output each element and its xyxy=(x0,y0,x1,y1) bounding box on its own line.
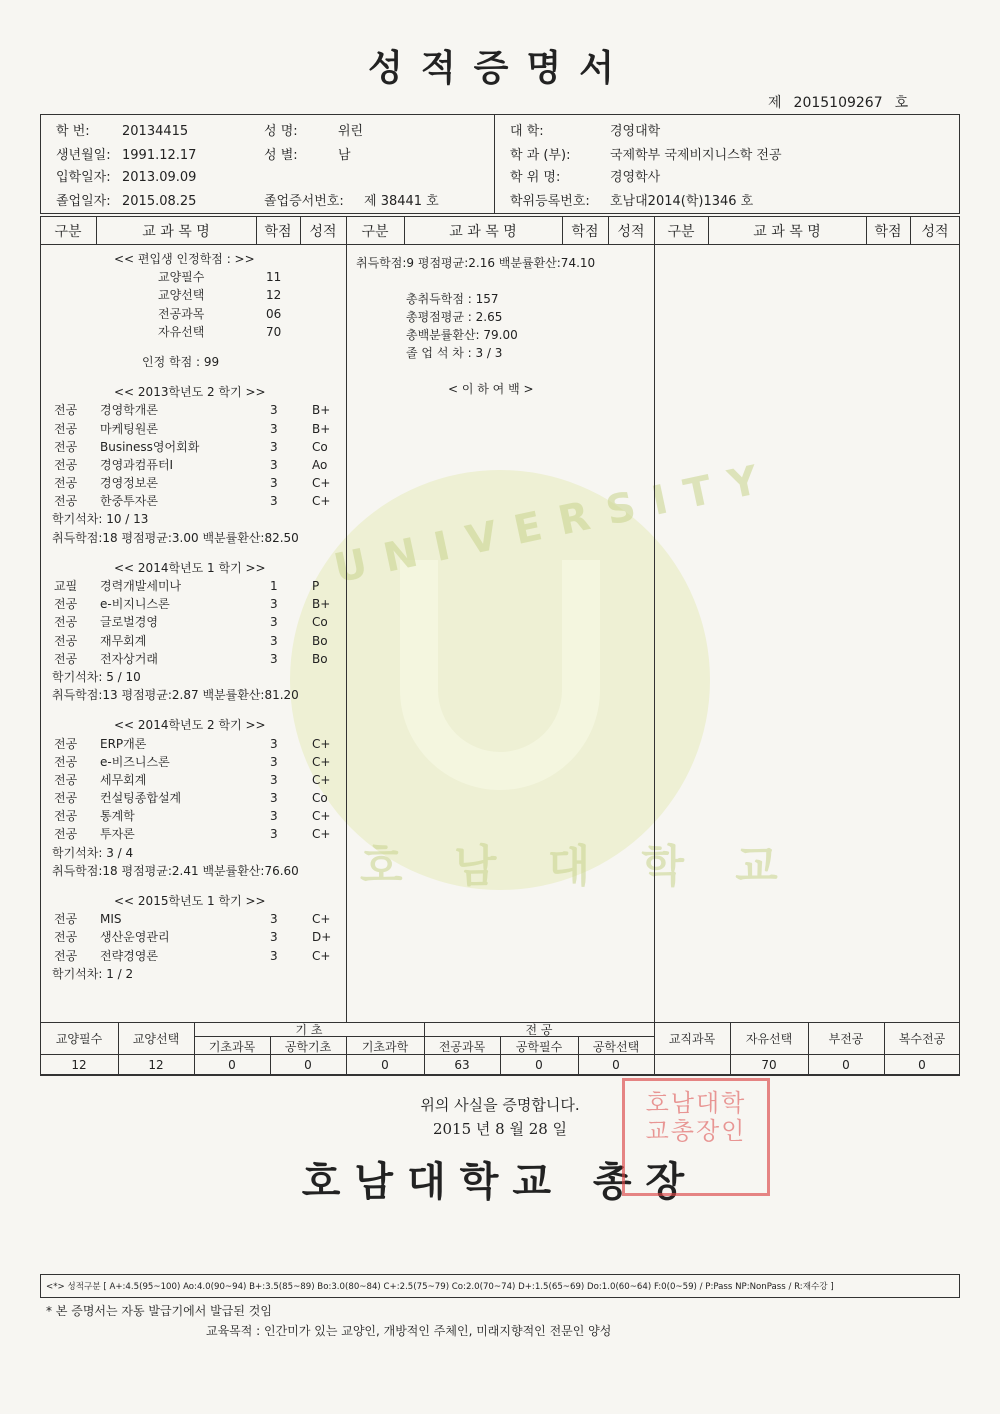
summary-value: 0 xyxy=(228,1058,236,1072)
transfer-label: 전공과목 xyxy=(158,306,205,321)
transfer-item xyxy=(54,286,344,304)
semester-rank-row xyxy=(54,510,344,528)
course-row xyxy=(54,947,344,965)
summary-value: 0 xyxy=(918,1058,926,1072)
course-row xyxy=(54,825,344,843)
course-type: 전공 xyxy=(54,457,78,472)
summary-value: 0 xyxy=(304,1058,312,1072)
course-type: 전공 xyxy=(54,736,78,751)
transfer-total-row xyxy=(54,353,344,371)
course-name: 컨설팅종합설계 xyxy=(100,791,182,806)
course-grade: B+ xyxy=(312,421,331,436)
header-course-1: 교 과 목 명 xyxy=(142,224,210,240)
total-credits: 총취득학점 : 157 xyxy=(406,292,499,306)
document-title: 성적증명서 xyxy=(368,47,632,89)
course-credit: 3 xyxy=(270,809,278,824)
semester-summary: 취득학점:13 평점평균:2.87 백분률환산:81.20 xyxy=(52,688,299,703)
summary-value: 12 xyxy=(148,1058,164,1072)
course-grade: C+ xyxy=(312,476,331,491)
course-type: 전공 xyxy=(54,476,78,491)
course-name: 생산운영관리 xyxy=(100,930,170,945)
course-row xyxy=(54,753,344,771)
sum-header-gyoyang-seontaek: 교양선택 xyxy=(132,1032,180,1046)
course-credit: 1 xyxy=(270,579,278,593)
course-row xyxy=(54,401,344,419)
course-row xyxy=(54,771,344,789)
course-name: 경력개발세미나 xyxy=(100,579,182,593)
sum-header-bujeongong: 부전공 xyxy=(828,1032,864,1046)
header-course-3: 교 과 목 명 xyxy=(753,224,821,240)
course-row xyxy=(54,735,344,753)
course-credit: 3 xyxy=(270,615,278,630)
course-row xyxy=(54,789,344,807)
course-row xyxy=(54,438,344,456)
semester-summary: 취득학점:18 평점평균:3.00 백분률환산:82.50 xyxy=(52,530,299,545)
sum-header-gonghak-seontaek: 공학선택 xyxy=(592,1040,640,1054)
summary-value: 0 xyxy=(842,1058,850,1072)
summary-value: 0 xyxy=(535,1058,543,1072)
student-birth: 생년월일: 1991.12.17 xyxy=(56,148,197,163)
semester-summary-row xyxy=(54,529,344,547)
summary-value: 0 xyxy=(381,1058,389,1072)
total-gpa: 총평점평균 : 2.65 xyxy=(406,310,503,324)
sum-header-gicho-gwahak: 기초과학 xyxy=(361,1040,409,1054)
course-credit: 3 xyxy=(270,912,278,927)
course-name: MIS xyxy=(100,912,122,927)
course-grade: C+ xyxy=(312,494,331,509)
course-type: 전공 xyxy=(54,494,78,509)
course-credit: 3 xyxy=(270,457,278,472)
course-grade: Co xyxy=(312,615,328,630)
course-type: 전공 xyxy=(54,827,78,842)
course-grade: C+ xyxy=(312,772,331,787)
auto-issue-note: * 본 증명서는 자동 발급기에서 발급된 것임 xyxy=(46,1304,272,1318)
semester-rank: 학기석차: 3 / 4 xyxy=(52,845,134,860)
course-credit: 3 xyxy=(270,651,278,666)
course-name: 경영학개론 xyxy=(100,403,158,418)
course-type: 전공 xyxy=(54,791,78,806)
course-credit: 3 xyxy=(270,948,278,963)
transfer-heading: << 편입생 인정학점 : >> xyxy=(114,252,255,266)
header-grade-1: 성적 xyxy=(309,224,337,240)
course-grade: D+ xyxy=(312,930,332,945)
transfer-label: 교양필수 xyxy=(158,270,205,285)
header-type-2: 구분 xyxy=(361,224,389,240)
total-percent: 총백분률환산: 79.00 xyxy=(406,328,518,342)
transfer-item xyxy=(54,323,344,341)
course-name: 전략경영론 xyxy=(100,948,158,963)
course-credit: 3 xyxy=(270,791,278,806)
degree: 학 위 명: 경영학사 xyxy=(510,170,661,185)
header-course-2: 교 과 목 명 xyxy=(449,224,517,240)
course-type: 전공 xyxy=(54,912,78,927)
course-row xyxy=(54,595,344,613)
course-type: 전공 xyxy=(54,948,78,963)
course-row xyxy=(54,492,344,510)
semester-heading: << 2014학년도 1 학기 >> xyxy=(114,560,266,575)
course-name: e-비즈니스론 xyxy=(100,754,170,769)
course-credit: 3 xyxy=(270,827,278,842)
grad-cert-number: 졸업증서번호: 제 38441 호 xyxy=(264,194,439,209)
sum-header-gicho: 기 초 xyxy=(295,1023,323,1037)
course-grade: C+ xyxy=(312,809,331,824)
course-credit: 3 xyxy=(270,754,278,769)
semester-heading-row xyxy=(54,716,344,734)
course-grade: Bo xyxy=(312,633,328,648)
transfer-item xyxy=(54,305,344,323)
watermark-text: UNIVERSITY xyxy=(330,453,780,593)
semester-rank-row xyxy=(54,965,344,983)
transfer-value: 70 xyxy=(266,324,282,339)
course-grade: C+ xyxy=(312,912,331,927)
summary-value: 0 xyxy=(612,1058,620,1072)
semester-rank-row xyxy=(54,668,344,686)
certify-date: 2015 년 8 월 28 일 xyxy=(432,1120,568,1138)
semester-heading: << 2015학년도 1 학기 >> xyxy=(114,894,266,908)
course-credit: 3 xyxy=(270,476,278,491)
transfer-total: 인정 학점 : 99 xyxy=(142,354,220,369)
sum-header-gonghak-pilsu: 공학필수 xyxy=(515,1040,563,1054)
summary-value: 63 xyxy=(454,1058,470,1072)
watermark-korean: 호 남 대 학 교 xyxy=(360,841,796,892)
transfer-label: 교양선택 xyxy=(158,288,205,303)
transfer-value: 11 xyxy=(266,270,282,285)
course-name: Business영어회화 xyxy=(100,439,200,454)
header-type-3: 구분 xyxy=(667,224,695,240)
course-type: 전공 xyxy=(54,754,78,769)
course-type: 교필 xyxy=(54,579,78,593)
course-credit: 3 xyxy=(270,403,278,418)
course-row xyxy=(54,577,344,595)
course-row xyxy=(54,632,344,650)
course-name: 재무회계 xyxy=(100,633,147,648)
transcript-column-1 xyxy=(54,250,344,983)
course-name: ERP개론 xyxy=(100,736,147,751)
header-credit-1: 학점 xyxy=(264,224,292,240)
semester-summary-2015-1: 취득학점:9 평점평균:2.16 백분률환산:74.10 xyxy=(356,256,596,270)
semester-heading-row xyxy=(54,892,344,910)
course-name: 마케팅원론 xyxy=(100,421,158,436)
certify-statement: 위의 사실을 증명합니다. xyxy=(420,1096,580,1114)
course-name: 한중투자론 xyxy=(100,494,158,509)
course-type: 전공 xyxy=(54,439,78,454)
graduation-rank: 졸 업 석 차 : 3 / 3 xyxy=(406,346,503,360)
course-type: 전공 xyxy=(54,930,78,945)
semester-rank: 학기석차: 10 / 13 xyxy=(52,512,149,527)
course-grade: P xyxy=(312,579,320,593)
sum-header-gyoyang-pilsu: 교양필수 xyxy=(55,1032,103,1046)
sum-header-jayu: 자유선택 xyxy=(745,1032,793,1046)
course-name: 글로벌경영 xyxy=(100,615,158,630)
course-credit: 3 xyxy=(270,930,278,945)
course-name: e-비지니스론 xyxy=(100,597,170,612)
header-credit-2: 학점 xyxy=(571,224,599,240)
sum-header-jeongong: 전 공 xyxy=(525,1023,553,1037)
course-credit: 3 xyxy=(270,421,278,436)
semester-rank: 학기석차: 5 / 10 xyxy=(52,669,141,684)
course-grade: Co xyxy=(312,791,328,806)
course-name: 투자론 xyxy=(100,827,135,842)
course-grade: C+ xyxy=(312,948,331,963)
course-name: 통계학 xyxy=(100,809,135,824)
end-mark: < 이 하 여 백 > xyxy=(448,382,534,396)
semester-heading-row xyxy=(54,559,344,577)
course-credit: 3 xyxy=(270,633,278,648)
header-credit-3: 학점 xyxy=(874,224,902,240)
course-row xyxy=(54,650,344,668)
course-row xyxy=(54,910,344,928)
header-grade-2: 성적 xyxy=(617,224,645,240)
sum-header-gonghak-gicho: 공학기초 xyxy=(284,1040,332,1054)
course-type: 전공 xyxy=(54,651,78,666)
transfer-item xyxy=(54,268,344,286)
stamp-text: 호남대학교총장인 xyxy=(645,1089,747,1145)
course-type: 전공 xyxy=(54,633,78,648)
course-grade: C+ xyxy=(312,736,331,751)
sum-header-gyojik: 교직과목 xyxy=(668,1032,716,1046)
course-name: 전자상거래 xyxy=(100,651,158,666)
official-seal-stamp xyxy=(622,1078,770,1196)
course-type: 전공 xyxy=(54,772,78,787)
course-type: 전공 xyxy=(54,597,78,612)
semester-heading: << 2014학년도 2 학기 >> xyxy=(114,718,266,733)
semester-rank-row xyxy=(54,844,344,862)
course-grade: Bo xyxy=(312,651,328,666)
course-row xyxy=(54,456,344,474)
course-row xyxy=(54,928,344,946)
summary-value: 70 xyxy=(761,1058,777,1072)
course-name: 세무회계 xyxy=(100,772,147,787)
transfer-value: 12 xyxy=(266,288,282,303)
semester-heading: << 2013학년도 2 학기 >> xyxy=(114,385,266,400)
header-grade-3: 성적 xyxy=(921,224,949,240)
course-type: 전공 xyxy=(54,421,78,436)
president-name: 호남대학교 총장 xyxy=(301,1158,699,1205)
summary-value: 12 xyxy=(71,1058,87,1072)
course-row xyxy=(54,420,344,438)
education-motto: 교육목적 : 인간미가 있는 교양인, 개방적인 주체인, 미래지향적인 전문인 양성 xyxy=(206,1324,612,1338)
certificate-number: 제 2015109267 호 xyxy=(768,95,909,111)
sum-header-gicho-gwamok: 기초과목 xyxy=(208,1040,256,1054)
course-row xyxy=(54,474,344,492)
course-credit: 3 xyxy=(270,772,278,787)
course-type: 전공 xyxy=(54,615,78,630)
department: 학 과 (부): 국제학부 국제비지니스학 전공 xyxy=(510,148,782,163)
course-grade: Co xyxy=(312,439,328,454)
grade-legend: <*> 성적구분 [ A+:4.5(95~100) Ao:4.0(90~94) B+:3.5(85~89) Bo:3.0(80~84) C+:2.5(75~79) Co:2.0(70~74) D+:1.5(65~69) Do:1.0(60~64) F:0(0~59) / P:Pass NP:NonPass / R:재수강 ] xyxy=(46,1282,834,1292)
college: 대 학: 경영대학 xyxy=(510,124,661,139)
transfer-heading-row xyxy=(54,250,344,268)
degree-reg-number: 학위등록번호: 호남대2014(학)1346 호 xyxy=(510,194,754,209)
student-name: 성 명: 위린 xyxy=(264,124,364,139)
student-grad-date: 졸업일자: 2015.08.25 xyxy=(56,194,197,209)
semester-summary-row xyxy=(54,686,344,704)
course-name: 경영과컴퓨터Ⅰ xyxy=(100,457,174,472)
sum-header-jeongong-gwamok: 전공과목 xyxy=(438,1040,486,1054)
course-grade: B+ xyxy=(312,597,331,612)
course-grade: C+ xyxy=(312,827,331,842)
course-grade: B+ xyxy=(312,403,331,418)
transfer-label: 자유선택 xyxy=(158,324,205,339)
semester-heading-row xyxy=(54,383,344,401)
sum-header-boksu: 복수전공 xyxy=(898,1032,946,1046)
course-credit: 3 xyxy=(270,597,278,612)
course-grade: Ao xyxy=(312,457,328,472)
student-gender: 성 별: 남 xyxy=(264,148,351,163)
course-type: 전공 xyxy=(54,403,78,418)
course-credit: 3 xyxy=(270,736,278,751)
course-credit: 3 xyxy=(270,439,278,454)
course-name: 경영정보론 xyxy=(100,476,158,491)
course-credit: 3 xyxy=(270,494,278,509)
semester-rank: 학기석차: 1 / 2 xyxy=(52,966,134,981)
header-type-1: 구분 xyxy=(54,224,82,240)
course-row xyxy=(54,613,344,631)
course-type: 전공 xyxy=(54,809,78,824)
transfer-value: 06 xyxy=(266,306,282,321)
student-entry-date: 입학일자: 2013.09.09 xyxy=(56,170,197,185)
semester-summary: 취득학점:18 평점평균:2.41 백분률환산:76.60 xyxy=(52,863,299,878)
student-id: 학 번: 20134415 xyxy=(56,124,189,139)
course-row xyxy=(54,807,344,825)
semester-summary-row xyxy=(54,862,344,880)
course-grade: C+ xyxy=(312,754,331,769)
